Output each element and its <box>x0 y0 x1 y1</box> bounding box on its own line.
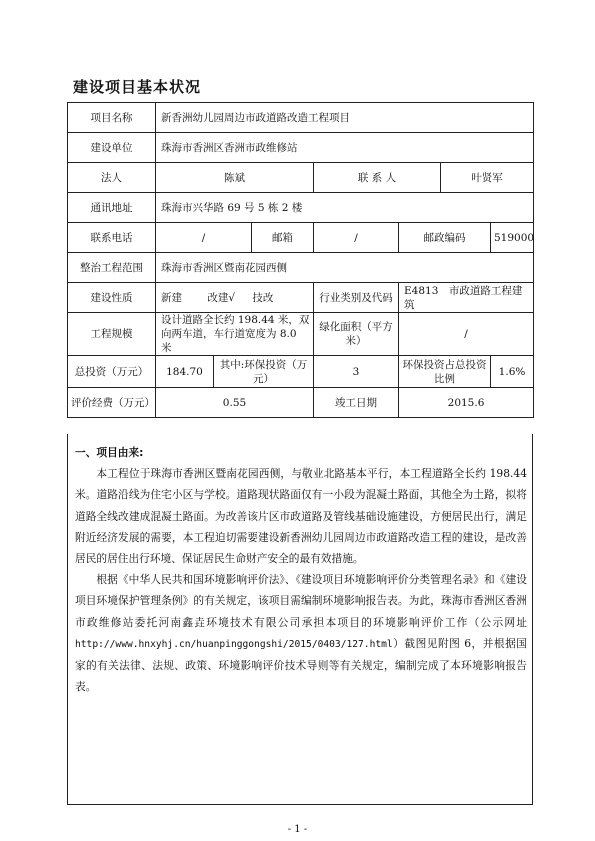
contact-label: 联 系 人 <box>314 163 441 193</box>
row-eval-fee <box>68 388 534 418</box>
address-value: 珠海市兴华路 69 号 5 栋 2 楼 <box>156 193 534 223</box>
row-scope <box>68 253 534 283</box>
page-title: 建设项目基本状况 <box>73 78 202 96</box>
origin-paragraph-1: 本工程位于珠海市香洲区暨南花园西侧，与敬业北路基本平行，本工程道路全长约 198.44 米。道路沿线为住宅小区与学校。道路现状路面仅有一小段为混凝土路面，其他全为土路，拟将道路全线改建成混凝土路面。为改善该片区市政道路及管线基础设施建设，方便居民出行，满足附近经济发展的需要，本工程迫切需要建设新香洲幼儿园周边市政道路改造工程的建设，是改善居民的居住出行环境、保证居民生命财产安全的最有效措施。 <box>75 467 527 566</box>
nature-option-rebuild: 改建√ <box>207 291 236 304</box>
industry-value: E4813 市政道路工程建筑 <box>399 283 534 313</box>
industry-label: 行业类别及代码 <box>314 283 399 313</box>
finish-label: 竣工日期 <box>314 388 399 418</box>
builder-label: 建设单位 <box>68 133 156 163</box>
builder-value: 珠海市香洲区香洲市政维修站 <box>156 133 534 163</box>
eval-fee-value: 0.55 <box>156 388 314 418</box>
row-scale <box>68 313 534 356</box>
row-nature <box>68 283 534 313</box>
page-number: - 1 - <box>287 824 308 835</box>
nature-option-tech: 技改 <box>252 291 274 304</box>
origin-paragraph-2-a: 根据《中华人民共和国环境影响评价法》、《建设项目环境影响评价分类管理名录》和《建设项目环境保护管理条例》的有关规定，该项目需编制环境影响报告表。为此，珠海市香洲区香洲市政维修站委托河南鑫垚环境技术有限公司承担本项目的环境影响评价工作（公示网址 <box>75 573 527 629</box>
legal-person-value: 陈斌 <box>156 163 314 193</box>
env-invest-label: 其中:环保投资（万元） <box>214 356 314 388</box>
invest-value: 184.70 <box>156 356 214 388</box>
scope-label: 整治工程范围 <box>68 253 156 283</box>
phone-value: / <box>156 223 252 253</box>
nature-label: 建设性质 <box>68 283 156 313</box>
fax-value: / <box>314 223 399 253</box>
address-label: 通讯地址 <box>68 193 156 223</box>
green-value: / <box>399 313 534 356</box>
origin-paragraph-2-b: ）截图见附图 6，并根据国家的有关法律、法规、政策、环境影响评价技术导则等有关规定，编制完成了本环境影响报告表。 <box>75 636 527 694</box>
origin-paragraph-2 <box>75 569 527 697</box>
postcode-value: 519000 <box>491 223 534 253</box>
fax-label: 邮箱 <box>252 223 314 253</box>
row-phone <box>68 223 534 253</box>
row-address <box>68 193 534 223</box>
env-invest-value: 3 <box>314 356 399 388</box>
scale-label: 工程规模 <box>68 313 156 356</box>
nature-options <box>156 283 314 313</box>
phone-label: 联系电话 <box>68 223 156 253</box>
nature-option-new: 新建 <box>161 291 182 304</box>
finish-value: 2015.6 <box>399 388 534 418</box>
invest-label: 总投资（万元） <box>68 356 156 388</box>
row-investment <box>68 356 534 388</box>
env-ratio-value: 1.6% <box>491 356 534 388</box>
project-name-label: 项目名称 <box>68 103 156 133</box>
project-name-value: 新香洲幼儿园周边市政道路改造工程项目 <box>156 103 534 133</box>
row-legal-person <box>68 163 534 193</box>
project-origin-section <box>75 442 527 697</box>
row-project-name <box>68 103 534 133</box>
scale-value: 设计道路全长约 198.44 米，双向两车道，车行道宽度为 8.0 米 <box>156 313 314 356</box>
origin-heading: 一、项目由来: <box>75 446 144 459</box>
project-info-table <box>67 102 534 418</box>
row-builder <box>68 133 534 163</box>
green-label: 绿化面积（平方米） <box>314 313 399 356</box>
env-ratio-label: 环保投资占总投资比例 <box>399 356 491 388</box>
scope-value: 珠海市香洲区暨南花园西侧 <box>156 253 534 283</box>
disclosure-url: http://www.hnxyhj.cn/huanpinggongshi/2015/0403/127.html <box>75 638 393 650</box>
legal-person-label: 法人 <box>68 163 156 193</box>
eval-fee-label: 评价经费（万元） <box>68 388 156 418</box>
contact-value: 叶贤军 <box>441 163 534 193</box>
postcode-label: 邮政编码 <box>399 223 491 253</box>
